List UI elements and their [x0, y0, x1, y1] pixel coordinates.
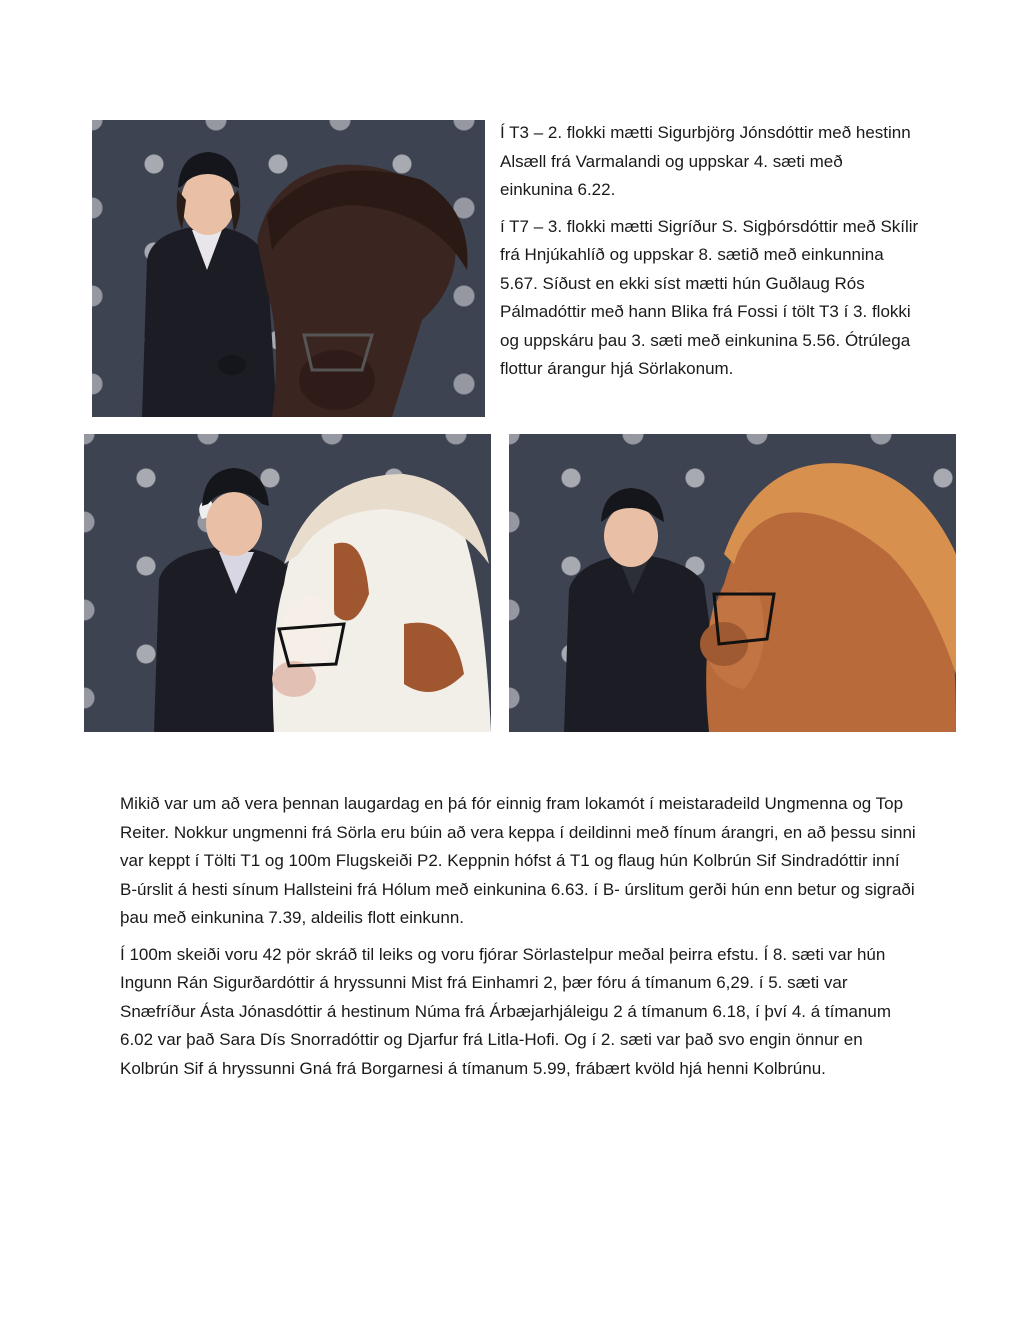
- intro-paragraph-2: í T7 – 3. flokki mætti Sigríður S. Sigþórsdóttir með Skílir frá Hnjúkahlíð og uppskar 8. sætið með einkunnina 5.67. Síðust en ekki síst mætti hún Guðlaug Rós Pálmadóttir með hann Blika frá Fossi í tölt T3 í 3. flokki og uppskáru þau 3. sæti með einkunina 5.56. Ótrúlega flottur árangur hjá Sörlakonum.: [500, 216, 919, 378]
- photo-rider-pinto-horse: [84, 434, 491, 732]
- photo-rider-dark-horse: [92, 120, 485, 417]
- main-text: [120, 790, 920, 1091]
- intro-text: [500, 119, 920, 392]
- intro-paragraph-1: Í T3 – 2. flokki mætti Sigurbjörg Jónsdóttir með hestinn Alsæll frá Varmalandi og uppskar 4. sæti með einkunina 6.22.: [500, 123, 911, 199]
- photo-rider-dark-horse-illustration: [92, 120, 485, 417]
- body-paragraph-2: Í 100m skeiði voru 42 pör skráð til leiks og voru fjórar Sörlastelpur meðal þeirra efstu. Í 8. sæti var hún Ingunn Rán Sigurðardóttir á hryssunni Mist frá Einhamri 2, þær fóru á tímanum 6,29. í 5. sæti var Snæfríður Ásta Jónasdóttir á hestinum Núma frá Árbæjarhjáleigu 2 á tímanum 6.18, í því 4. á tímanum 6.02 var það Sara Dís Snorradóttir og Djarfur frá Litla-Hofi. Og í 2. sæti var það svo engin önnur en Kolbrún Sif á hryssunni Gná frá Borgarnesi á tímanum 5.99, frábært kvöld hjá henni Kolbrúnu.: [120, 944, 892, 1078]
- photo-rider-pinto-horse-illustration: [84, 434, 491, 732]
- photo-rider-chestnut-horse-illustration: [509, 434, 956, 732]
- photo-rider-chestnut-horse: [509, 434, 956, 732]
- body-paragraph-1: Mikið var um að vera þennan laugardag en þá fór einnig fram lokamót í meistaradeild Ungmenna og Top Reiter. Nokkur ungmenni frá Sörla eru búin að vera keppa í deildinni með fínum árangri, en að þessu sinni var keppt í Tölti T1 og 100m Flugskeiði P2. Keppnin hófst á T1 og flaug hún Kolbrún Sif Sindradóttir inní B-úrslit á hesti sínum Hallsteini frá Hólum með einkunina 6.63. í B- úrslitum gerði hún enn betur og sigraði þau með einkunina 7.39, aldeilis flott einkunn.: [120, 794, 916, 927]
